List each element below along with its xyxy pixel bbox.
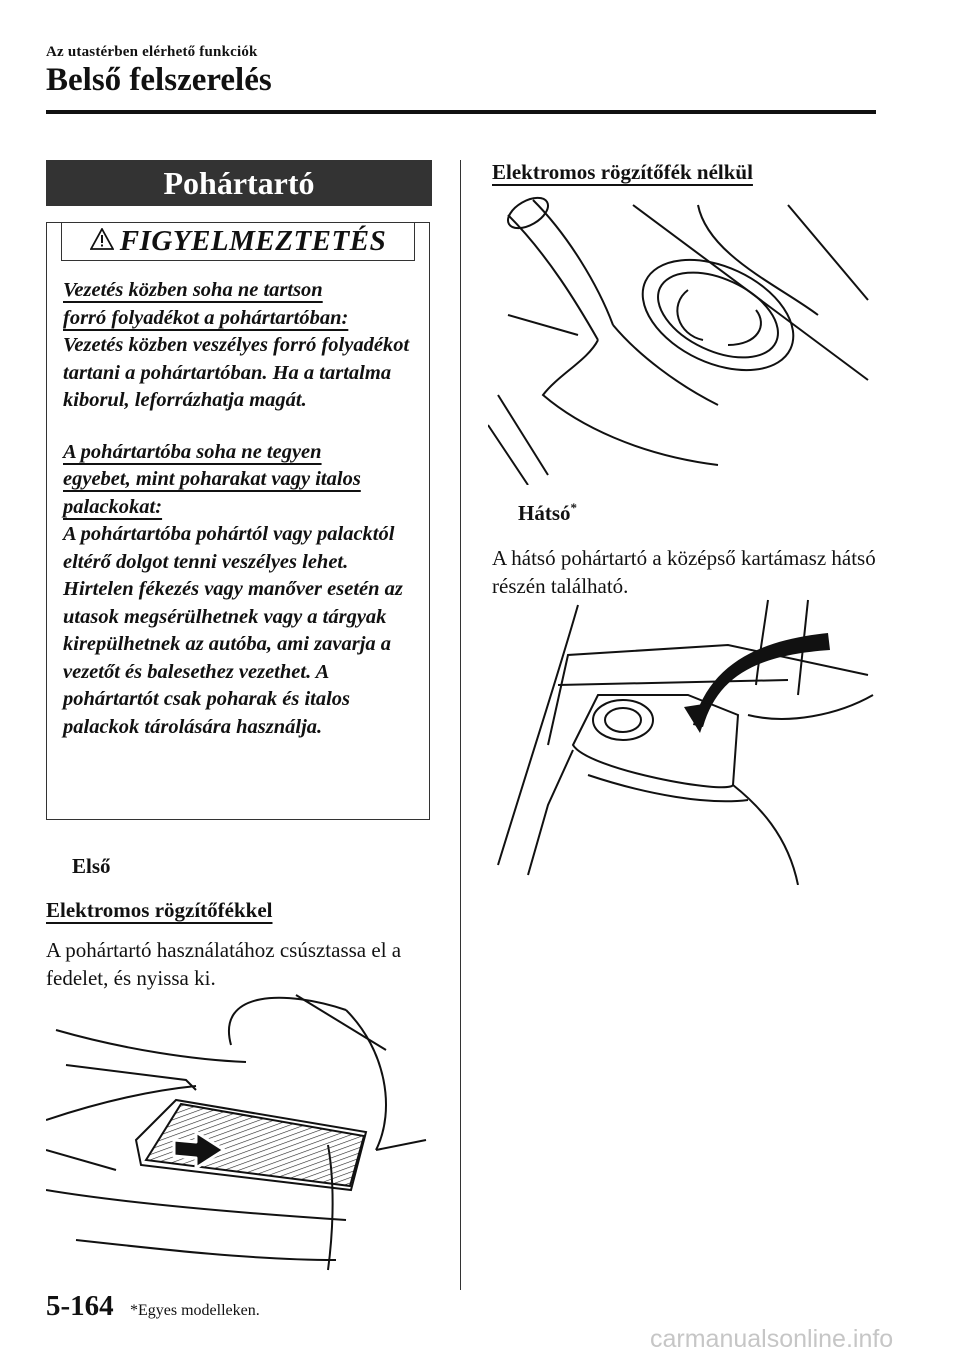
rear-text: A hátsó pohártartó a középső kartámasz hátsó részén található. (492, 546, 876, 598)
warning-heading-2c: palackokat: (63, 495, 163, 518)
warning-text-2: A pohártartóba pohártól vagy palacktól eltérő dolgot tenni veszélyes lehet. Hirtelen fékezés vagy manőver esetén az utasok megsérülhetnek vagy a tárgyak kirepülhetnek az autóba, ami zavarja a vezetőt és balesethez vezethet. A pohártartót csak poharak és italos palackok tárolására használja. (63, 523, 403, 738)
front-label: Első (72, 854, 111, 878)
cupholder-no-ebrake-illustration (488, 195, 873, 485)
warning-heading-1b: forró folyadékot a pohártartóban: (63, 306, 349, 329)
front-text: A pohártartó használatához csúsztassa el a fedelet, és nyissa ki. (46, 938, 402, 990)
warning-header (61, 223, 415, 261)
warning-body (63, 277, 419, 765)
warning-triangle-icon (90, 228, 114, 255)
column-divider (460, 160, 461, 1290)
footnote: *Egyes modelleken. (130, 1302, 260, 1319)
chapter-title: Belső felszerelés (46, 62, 272, 98)
warning-title: FIGYELMEZTETÉS (119, 225, 387, 257)
header-rule (46, 110, 876, 114)
rear-label-text: Hátsó (518, 501, 571, 525)
rear-label (518, 500, 577, 526)
warning-heading-1a: Vezetés közben soha ne tartson (63, 279, 323, 301)
watermark: carmanualsonline.info (650, 1325, 894, 1353)
front-cupholder-illustration (46, 990, 436, 1280)
rear-cupholder-illustration (488, 595, 878, 885)
section-title: Pohártartó (46, 160, 432, 206)
breadcrumb: Az utastérben elérhető funkciók (46, 44, 258, 60)
warning-heading-2b: egyebet, mint poharakat vagy italos (63, 468, 361, 490)
rear-label-mark: * (570, 500, 577, 515)
warning-heading-2a: A pohártartóba soha ne tegyen (63, 440, 322, 463)
page-number: 5-164 (46, 1290, 114, 1322)
front-subheading: Elektromos rögzítőfékkel (46, 898, 273, 922)
rear-subheading: Elektromos rögzítőfék nélkül (492, 160, 753, 184)
warning-text-1: Vezetés közben veszélyes forró folyadékot tartani a pohártartóban. Ha a tartalma kiborul, leforrázhatja magát. (63, 334, 410, 411)
warning-box (46, 222, 430, 820)
